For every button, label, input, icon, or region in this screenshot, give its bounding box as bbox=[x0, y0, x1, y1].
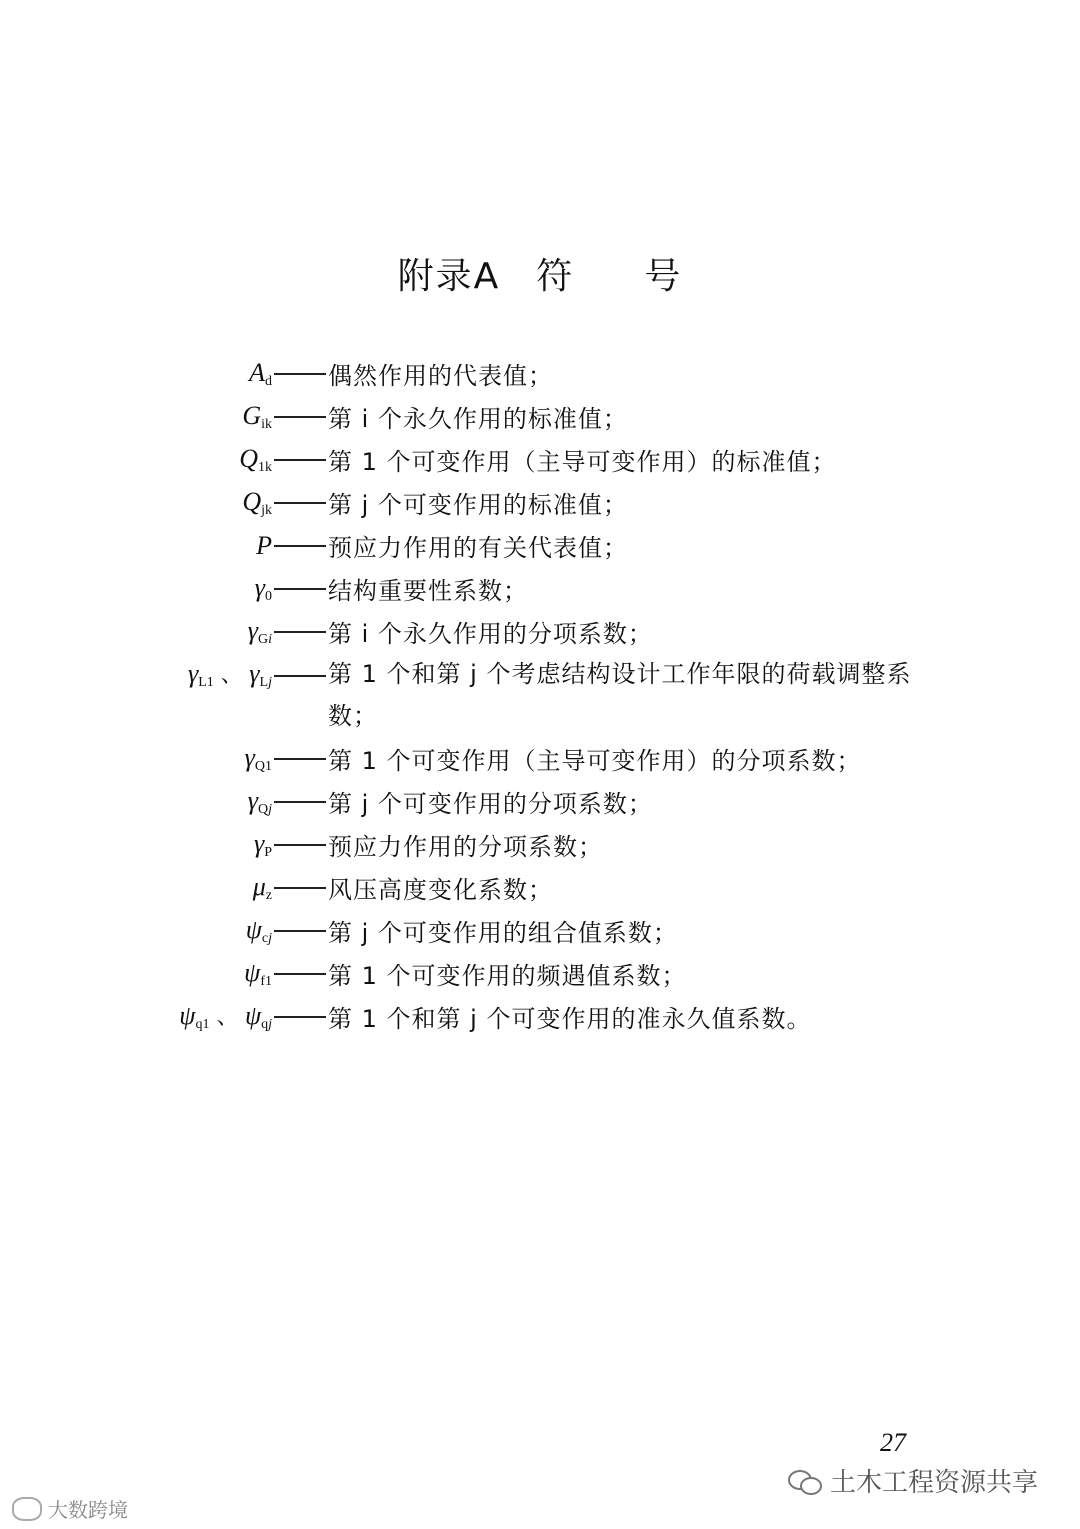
em-dash bbox=[274, 887, 326, 889]
definition-row bbox=[0, 395, 1080, 438]
watermark-right bbox=[788, 1462, 1038, 1499]
definition-row bbox=[0, 481, 1080, 524]
definition-text: 偶然作用的代表值； bbox=[328, 362, 553, 390]
definition-row bbox=[0, 909, 1080, 952]
definition-text: 预应力作用的分项系数； bbox=[328, 833, 603, 861]
appendix-title-label: 附录A bbox=[397, 256, 501, 297]
appendix-title-char-2: 号 bbox=[644, 256, 683, 297]
definition-text: 第 1 个可变作用的频遇值系数； bbox=[328, 962, 687, 990]
symbol: $\gamma_{Gi}$ bbox=[247, 615, 272, 647]
definition-row-quasi-permanent bbox=[0, 995, 1080, 1038]
watermark-right-text: 土木工程资源共享 bbox=[830, 1468, 1039, 1498]
symbol: $Q_{jk}$ bbox=[242, 486, 272, 518]
em-dash bbox=[274, 545, 326, 547]
em-dash bbox=[274, 502, 326, 504]
definition-text: 预应力作用的有关代表值； bbox=[328, 534, 628, 562]
definition-row bbox=[0, 567, 1080, 610]
definition-row-load-adjustment bbox=[0, 653, 1080, 737]
definition-row bbox=[0, 352, 1080, 395]
watermark-left-text: 大数跨境 bbox=[48, 1498, 128, 1522]
symbol: $\gamma_{Q1}$ bbox=[244, 742, 272, 774]
symbol: $\mu_z$ bbox=[252, 871, 272, 903]
definition-row bbox=[0, 866, 1080, 909]
em-dash bbox=[274, 1016, 326, 1018]
watermark-left bbox=[12, 1494, 128, 1523]
symbol: $Q_{1k}$ bbox=[239, 443, 272, 475]
definition-text: 第 j 个可变作用的分项系数； bbox=[328, 790, 653, 818]
em-dash bbox=[274, 973, 326, 975]
symbol: $\psi_{f1}$ bbox=[244, 957, 272, 989]
definition-text: 第 j 个可变作用的标准值； bbox=[328, 491, 628, 519]
symbol: $\psi_{cj}$ bbox=[245, 914, 272, 946]
em-dash bbox=[274, 675, 326, 677]
em-dash bbox=[274, 373, 326, 375]
definition-text: 第 j 个可变作用的组合值系数； bbox=[328, 919, 678, 947]
definition-text: 第 i 个永久作用的标准值； bbox=[328, 405, 628, 433]
definition-row bbox=[0, 610, 1080, 653]
em-dash bbox=[274, 459, 326, 461]
definition-text: 结构重要性系数； bbox=[328, 577, 528, 605]
symbol: $G_{ik}$ bbox=[242, 400, 272, 432]
definition-text: 第 1 个可变作用（主导可变作用）的分项系数； bbox=[328, 747, 862, 775]
em-dash bbox=[274, 758, 326, 760]
symbol-pair: $\gamma_{L1}$ 、 $\gamma_{Lj}$ bbox=[187, 659, 272, 690]
definition-row bbox=[0, 438, 1080, 481]
definition-text: 第 1 个和第 j 个考虑结构设计工作年限的荷载调整系数； bbox=[328, 660, 912, 730]
symbol-pair: $\psi_{q1}$ 、 $\psi_{qj}$ bbox=[179, 1001, 272, 1032]
definition-row bbox=[0, 823, 1080, 866]
page-number: 27 bbox=[880, 1428, 906, 1457]
symbol: $A_d$ bbox=[249, 357, 272, 389]
symbol-definitions bbox=[0, 352, 1080, 1038]
em-dash bbox=[274, 416, 326, 418]
em-dash bbox=[274, 588, 326, 590]
em-dash bbox=[274, 801, 326, 803]
definition-text: 第 1 个可变作用（主导可变作用）的标准值； bbox=[328, 448, 837, 476]
symbol: $\gamma_{Qj}$ bbox=[247, 785, 272, 817]
symbol: P bbox=[256, 530, 272, 560]
definition-text: 第 i 个永久作用的分项系数； bbox=[328, 620, 653, 648]
definition-text: 风压高度变化系数； bbox=[328, 876, 553, 904]
definition-row bbox=[0, 524, 1080, 567]
appendix-title bbox=[0, 248, 1080, 299]
em-dash bbox=[274, 844, 326, 846]
definition-row bbox=[0, 737, 1080, 780]
definition-text: 第 1 个和第 j 个可变作用的准永久值系数。 bbox=[328, 1005, 812, 1033]
symbol: $\gamma_0$ bbox=[254, 572, 272, 604]
brand-logo-icon bbox=[12, 1497, 42, 1521]
em-dash bbox=[274, 631, 326, 633]
symbol: $\gamma_P$ bbox=[253, 828, 272, 860]
wechat-icon bbox=[788, 1468, 822, 1494]
appendix-title-char-1: 符 bbox=[536, 256, 575, 297]
definition-row bbox=[0, 780, 1080, 823]
definition-row bbox=[0, 952, 1080, 995]
em-dash bbox=[274, 930, 326, 932]
